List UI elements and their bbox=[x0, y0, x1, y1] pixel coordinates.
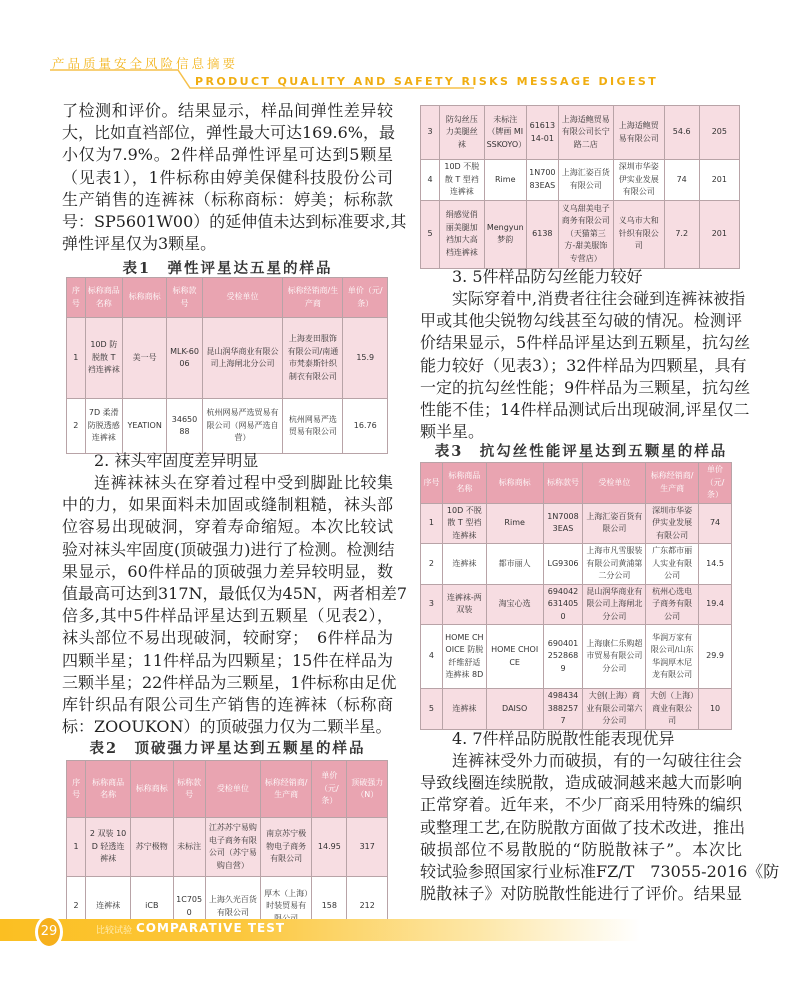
table-cell: 4 bbox=[421, 160, 440, 201]
table-cell: 上海适鲍贸易有限公司长宁路二店 bbox=[558, 106, 613, 160]
table1-caption: 表1 弹性评星达五星的样品 bbox=[122, 260, 333, 277]
table-cell: 3465088 bbox=[167, 399, 202, 454]
table-row bbox=[67, 318, 388, 399]
text-line: 或整理工艺,在防脱散方面做了技术改进，推出 bbox=[420, 817, 746, 837]
table-cell: DAISO bbox=[486, 689, 543, 730]
text-line: 甲或其他尖锐物勾线甚至勾破的情况。检测评 bbox=[420, 311, 742, 331]
table-cell: 义乌市大和针织有限公司 bbox=[613, 200, 664, 268]
column-header: 受检单位 bbox=[202, 278, 283, 318]
text-line: （见表1），1件标称由婷美保健科技股份公司 bbox=[62, 167, 393, 187]
column-header: 顶破强力（N） bbox=[347, 761, 388, 818]
table-cell: 2 bbox=[67, 399, 86, 454]
table-cell: 连裤袜 bbox=[442, 544, 486, 585]
column-header: 标称商品名称 bbox=[86, 761, 131, 818]
table-cell: 美一号 bbox=[122, 318, 167, 399]
table-cell: 上海麦田服饰有限公司/南通市梵泰斯针织制衣有限公司 bbox=[283, 318, 343, 399]
table-cell: Rime bbox=[486, 503, 543, 544]
table-row bbox=[421, 160, 740, 201]
text-line: 倍多,其中5件样品评星达到五颗星（见表2）， bbox=[62, 606, 393, 626]
table-cell: 深圳市华姿伊实业发展有限公司 bbox=[613, 160, 664, 201]
column-header: 标称款号 bbox=[543, 463, 583, 504]
section3-heading: 3. 5件样品防勾丝能力较好 bbox=[452, 267, 643, 286]
table-cell: 1N70083EAS bbox=[543, 503, 583, 544]
text-line: 一定的抗勾丝性能；9件样品为三颗星，抗勾丝 bbox=[420, 377, 751, 397]
text-line: 连裤袜袜头在穿着过程中受到脚趾比较集 bbox=[94, 473, 393, 492]
column-header: 单价（元/条） bbox=[699, 463, 732, 504]
table-cell: 义乌甜美电子商务有限公司（天猫第三方-甜美服饰专营店） bbox=[558, 200, 613, 268]
table-cell: 1 bbox=[67, 818, 86, 877]
column-header: 单价（元/条） bbox=[343, 278, 388, 318]
text-line: 号：SP5601W00）的延伸值未达到标准要求,其 bbox=[62, 212, 407, 232]
table-cell: 16.76 bbox=[343, 399, 388, 454]
table-cell: 昆山润华商业有限公司上海闸北分公司 bbox=[202, 318, 283, 399]
page-number: 29 bbox=[35, 915, 63, 949]
text-line: 弹性评星仅为3颗星。 bbox=[62, 234, 217, 254]
footer-section-en: COMPARATIVE TEST bbox=[136, 921, 286, 935]
header-title-cn: 产品质量安全风险信息摘要 bbox=[52, 56, 239, 71]
table-cell: 14.5 bbox=[699, 544, 732, 585]
column-header: 标称商标 bbox=[486, 463, 543, 504]
table1 bbox=[66, 277, 388, 454]
column-header: 单价（元/条） bbox=[312, 761, 347, 818]
text-line: 较试验参照国家行业标准FZ/T 73055-2016《防 bbox=[420, 862, 780, 882]
table-cell: 防勾丝压力美腿丝袜 bbox=[440, 106, 485, 160]
table-cell: 广东都市丽人实业有限公司 bbox=[646, 544, 699, 585]
table-cell: 连裤袜 bbox=[442, 689, 486, 730]
table-cell: 上海汇姿百货有限公司 bbox=[558, 160, 613, 201]
column-header: 受检单位 bbox=[205, 761, 260, 818]
table-cell: 杭州心选电子商务有限公司 bbox=[646, 584, 699, 625]
table-cell: 6904012528689 bbox=[543, 625, 583, 689]
text-line: 实际穿着中,消费者往往会碰到连裤袜被指 bbox=[452, 289, 746, 308]
text-line: 位容易出现破洞，穿着寿命缩短。本次比较试 bbox=[62, 517, 393, 537]
paragraph-2 bbox=[62, 472, 408, 738]
table-row bbox=[67, 818, 388, 877]
table2-part1-clip bbox=[66, 760, 390, 917]
column-header: 标称经销商/生产商 bbox=[261, 761, 312, 818]
table-row bbox=[67, 399, 388, 454]
table-cell: Mengyun 梦韵 bbox=[484, 200, 526, 268]
text-line: 三颗半星；22件样品为三颗星，1件标称由足优 bbox=[62, 672, 397, 692]
table-cell: 14.95 bbox=[312, 818, 347, 877]
table-cell: 1C7050 bbox=[173, 877, 205, 937]
table-row bbox=[421, 625, 732, 689]
table-cell: 3 bbox=[421, 106, 440, 160]
text-line: 库针织品有限公司生产销售的连裤袜（标称商 bbox=[62, 695, 393, 715]
table-cell: 1 bbox=[421, 503, 443, 544]
table-cell: 上海汇姿百货有限公司 bbox=[583, 503, 646, 544]
table-header-row bbox=[67, 761, 388, 818]
table-cell: 317 bbox=[347, 818, 388, 877]
text-line: 生产销售的连裤袜（标称商标：婷美；标称款 bbox=[62, 189, 393, 209]
table-cell: Rime bbox=[484, 160, 526, 201]
table-cell: 绢感觉俏丽美腿加裆加大高档连裤袜 bbox=[440, 200, 485, 268]
text-line: 了检测和评价。结果显示，样品间弹性差异较 bbox=[62, 101, 393, 120]
table-cell: 19.4 bbox=[699, 584, 732, 625]
table-cell: 201 bbox=[699, 160, 739, 201]
column-header: 标称商标 bbox=[122, 278, 167, 318]
table-cell: 淘宝心选 bbox=[486, 584, 543, 625]
table-cell: LG9306 bbox=[543, 544, 583, 585]
table-cell: 1 bbox=[67, 318, 86, 399]
column-header: 标称经销商/生产商 bbox=[646, 463, 699, 504]
table-cell: 2 bbox=[421, 544, 443, 585]
column-header: 序号 bbox=[421, 463, 443, 504]
column-header: 标称商品名称 bbox=[442, 463, 486, 504]
text-line: 中的力，如果面料未加固或缝制粗糙，袜头部 bbox=[62, 495, 393, 515]
table-row bbox=[421, 200, 740, 268]
table-cell: 7.2 bbox=[664, 200, 699, 268]
table-cell: 2 bbox=[67, 877, 86, 937]
table-cell: 苏宁极物 bbox=[130, 818, 173, 877]
text-line: 破损部位不易散脱的“防脱散袜子”。本次比 bbox=[420, 839, 742, 859]
column-header: 受检单位 bbox=[583, 463, 646, 504]
table-cell: 10D 防脱散 T 裆连裤袜 bbox=[85, 318, 122, 399]
column-header: 标称款号 bbox=[167, 278, 202, 318]
table2-caption: 表2 顶破强力评星达到五颗星的样品 bbox=[89, 740, 366, 757]
table-cell: 连裤袜 bbox=[86, 877, 131, 937]
header-title-en: PRODUCT QUALITY AND SAFETY RISKS MESSAGE DIGEST bbox=[195, 75, 659, 88]
footer-section-cn: 比较试验 bbox=[96, 926, 133, 936]
table2-part2 bbox=[420, 105, 740, 269]
text-line: 价结果显示，5件样品评星达到五颗星，抗勾丝 bbox=[420, 333, 751, 353]
table-cell: 上海市凡雪服装有限公司黄浦第二分公司 bbox=[583, 544, 646, 585]
table-cell: 3 bbox=[421, 584, 443, 625]
table-cell: 10D 不脱散 T 型裆连裤袜 bbox=[442, 503, 486, 544]
table-cell: 4984343882577 bbox=[543, 689, 583, 730]
table3 bbox=[420, 462, 732, 730]
table-cell: HOME CHOICE bbox=[486, 625, 543, 689]
text-line: 大，比如直裆部位，弹性最大可达169.6%，最 bbox=[62, 123, 396, 143]
table-cell: 杭州网易严选贸易有限公司 bbox=[283, 399, 343, 454]
table2-part1 bbox=[66, 760, 388, 937]
table-cell: iCB bbox=[130, 877, 173, 937]
table-cell: 7D 柔滑防脱透感连裤袜 bbox=[85, 399, 122, 454]
table-cell: 深圳市华姿伊实业发展有限公司 bbox=[646, 503, 699, 544]
table-cell: 6161314-01 bbox=[526, 106, 558, 160]
table-cell: 201 bbox=[699, 200, 739, 268]
column-header: 序号 bbox=[67, 278, 86, 318]
table-cell: 5 bbox=[421, 689, 443, 730]
table-row bbox=[421, 106, 740, 160]
text-line: 袜头部位不易出现破洞，较耐穿； 6件样品为 bbox=[62, 628, 393, 648]
table-cell: 昆山润华商业有限公司上海闸北分公司 bbox=[583, 584, 646, 625]
column-header: 标称商品名称 bbox=[85, 278, 122, 318]
table-header-row bbox=[421, 463, 732, 504]
text-line: 能力较好（见表3）；32件样品为四颗星，具有 bbox=[420, 355, 747, 375]
text-line: 值最高可达到317N，最低仅为45N，两者相差7 bbox=[62, 584, 408, 604]
table-cell: 连裤袜-两双装 bbox=[442, 584, 486, 625]
table-cell: 15.9 bbox=[343, 318, 388, 399]
table-cell: 南京苏宁极物电子商务有限公司 bbox=[261, 818, 312, 877]
paragraph-3 bbox=[420, 288, 751, 443]
column-header: 标称商标 bbox=[130, 761, 173, 818]
table-cell: 6940426314050 bbox=[543, 584, 583, 625]
text-line: 验对袜头牢固度(顶破强力)进行了检测。检测结 bbox=[62, 539, 395, 559]
text-line: 脱散袜子》对防脱散性能进行了评价。结果显 bbox=[420, 884, 742, 904]
table-row bbox=[421, 584, 732, 625]
table-cell: 5 bbox=[421, 200, 440, 268]
column-header: 标称经销商/生产商 bbox=[283, 278, 343, 318]
table-cell: 都市丽人 bbox=[486, 544, 543, 585]
paragraph-4 bbox=[420, 750, 780, 905]
table-cell: 上海久光百货有限公司 bbox=[205, 877, 260, 937]
text-line: 连裤袜受外力而破损，有的一勾破往往会 bbox=[452, 751, 742, 770]
text-line: 标：ZOOUKON）的顶破强力仅为二颗半星。 bbox=[62, 717, 392, 737]
text-line: 导致线圈连续脱散，造成破洞越来越大而影响 bbox=[420, 773, 742, 793]
table-cell: 大创（上海）商业有限公司 bbox=[646, 689, 699, 730]
table-cell: 6138 bbox=[526, 200, 558, 268]
table3-caption: 表3 抗勾丝性能评星达到五颗星的样品 bbox=[434, 443, 728, 460]
table-cell: 10 bbox=[699, 689, 732, 730]
table-cell: 上海适鲍贸易有限公司 bbox=[613, 106, 664, 160]
table-cell: 74 bbox=[699, 503, 732, 544]
text-line: 四颗半星；11件样品为四颗星；15件在样品为 bbox=[62, 650, 393, 670]
table-cell: 2 双装 10D 轻透连裤袜 bbox=[86, 818, 131, 877]
column-header: 标称款号 bbox=[173, 761, 205, 818]
table-cell: YEATION bbox=[122, 399, 167, 454]
table2-part2-clip bbox=[420, 98, 742, 264]
table-cell: 华润万家有限公司/山东华润厚木尼龙有限公司 bbox=[646, 625, 699, 689]
text-line: 性能不佳；14件样品测试后出现破洞,评星仅二 bbox=[420, 400, 750, 420]
table-cell: 江苏苏宁易购电子商务有限公司（苏宁易购自营） bbox=[205, 818, 260, 877]
table-cell: 未标注（牌画 MISSKOYO） bbox=[484, 106, 526, 160]
table-cell: HOME CHOICE 防脱纤维舒适连裤袜 8D bbox=[442, 625, 486, 689]
column-header: 序号 bbox=[67, 761, 86, 818]
section2-heading: 2. 袜头牢固度差异明显 bbox=[94, 451, 259, 470]
table-cell: 杭州网易严选贸易有限公司（网易严选自营） bbox=[202, 399, 283, 454]
table-cell: 29.9 bbox=[699, 625, 732, 689]
table-cell: 74 bbox=[664, 160, 699, 201]
table-cell: 158 bbox=[312, 877, 347, 937]
table-cell: 未标注 bbox=[173, 818, 205, 877]
text-line: 小仅为7.9%。2件样品弹性评星可达到5颗星 bbox=[62, 145, 393, 165]
text-line: 颗半星。 bbox=[420, 422, 485, 442]
table-row bbox=[421, 503, 732, 544]
table-cell: MLK-6006 bbox=[167, 318, 202, 399]
table-cell: 212 bbox=[347, 877, 388, 937]
table-header-row bbox=[67, 278, 388, 318]
table-cell: 1N70083EAS bbox=[526, 160, 558, 201]
table-cell: 54.6 bbox=[664, 106, 699, 160]
table-cell: 4 bbox=[421, 625, 443, 689]
text-line: 正常穿着。近年来，不少厂商采用特殊的编织 bbox=[420, 795, 742, 815]
table-row bbox=[421, 544, 732, 585]
table-cell: 上海康仁乐购超市贸易有限公司分公司 bbox=[583, 625, 646, 689]
table-cell: 大创(上海）商业有限公司第六分公司 bbox=[583, 689, 646, 730]
table-cell: 205 bbox=[699, 106, 739, 160]
table-cell: 10D 不脱散 T 型裆连裤袜 bbox=[440, 160, 485, 201]
text-line: 果显示，60件样品的顶破强力差异较明显，数 bbox=[62, 561, 393, 581]
section4-heading: 4. 7件样品防脱散性能表现优异 bbox=[452, 729, 675, 748]
paragraph-1 bbox=[62, 100, 407, 255]
table-cell: 厚木（上海）时装贸易有 bbox=[261, 877, 312, 937]
table-row bbox=[421, 689, 732, 730]
